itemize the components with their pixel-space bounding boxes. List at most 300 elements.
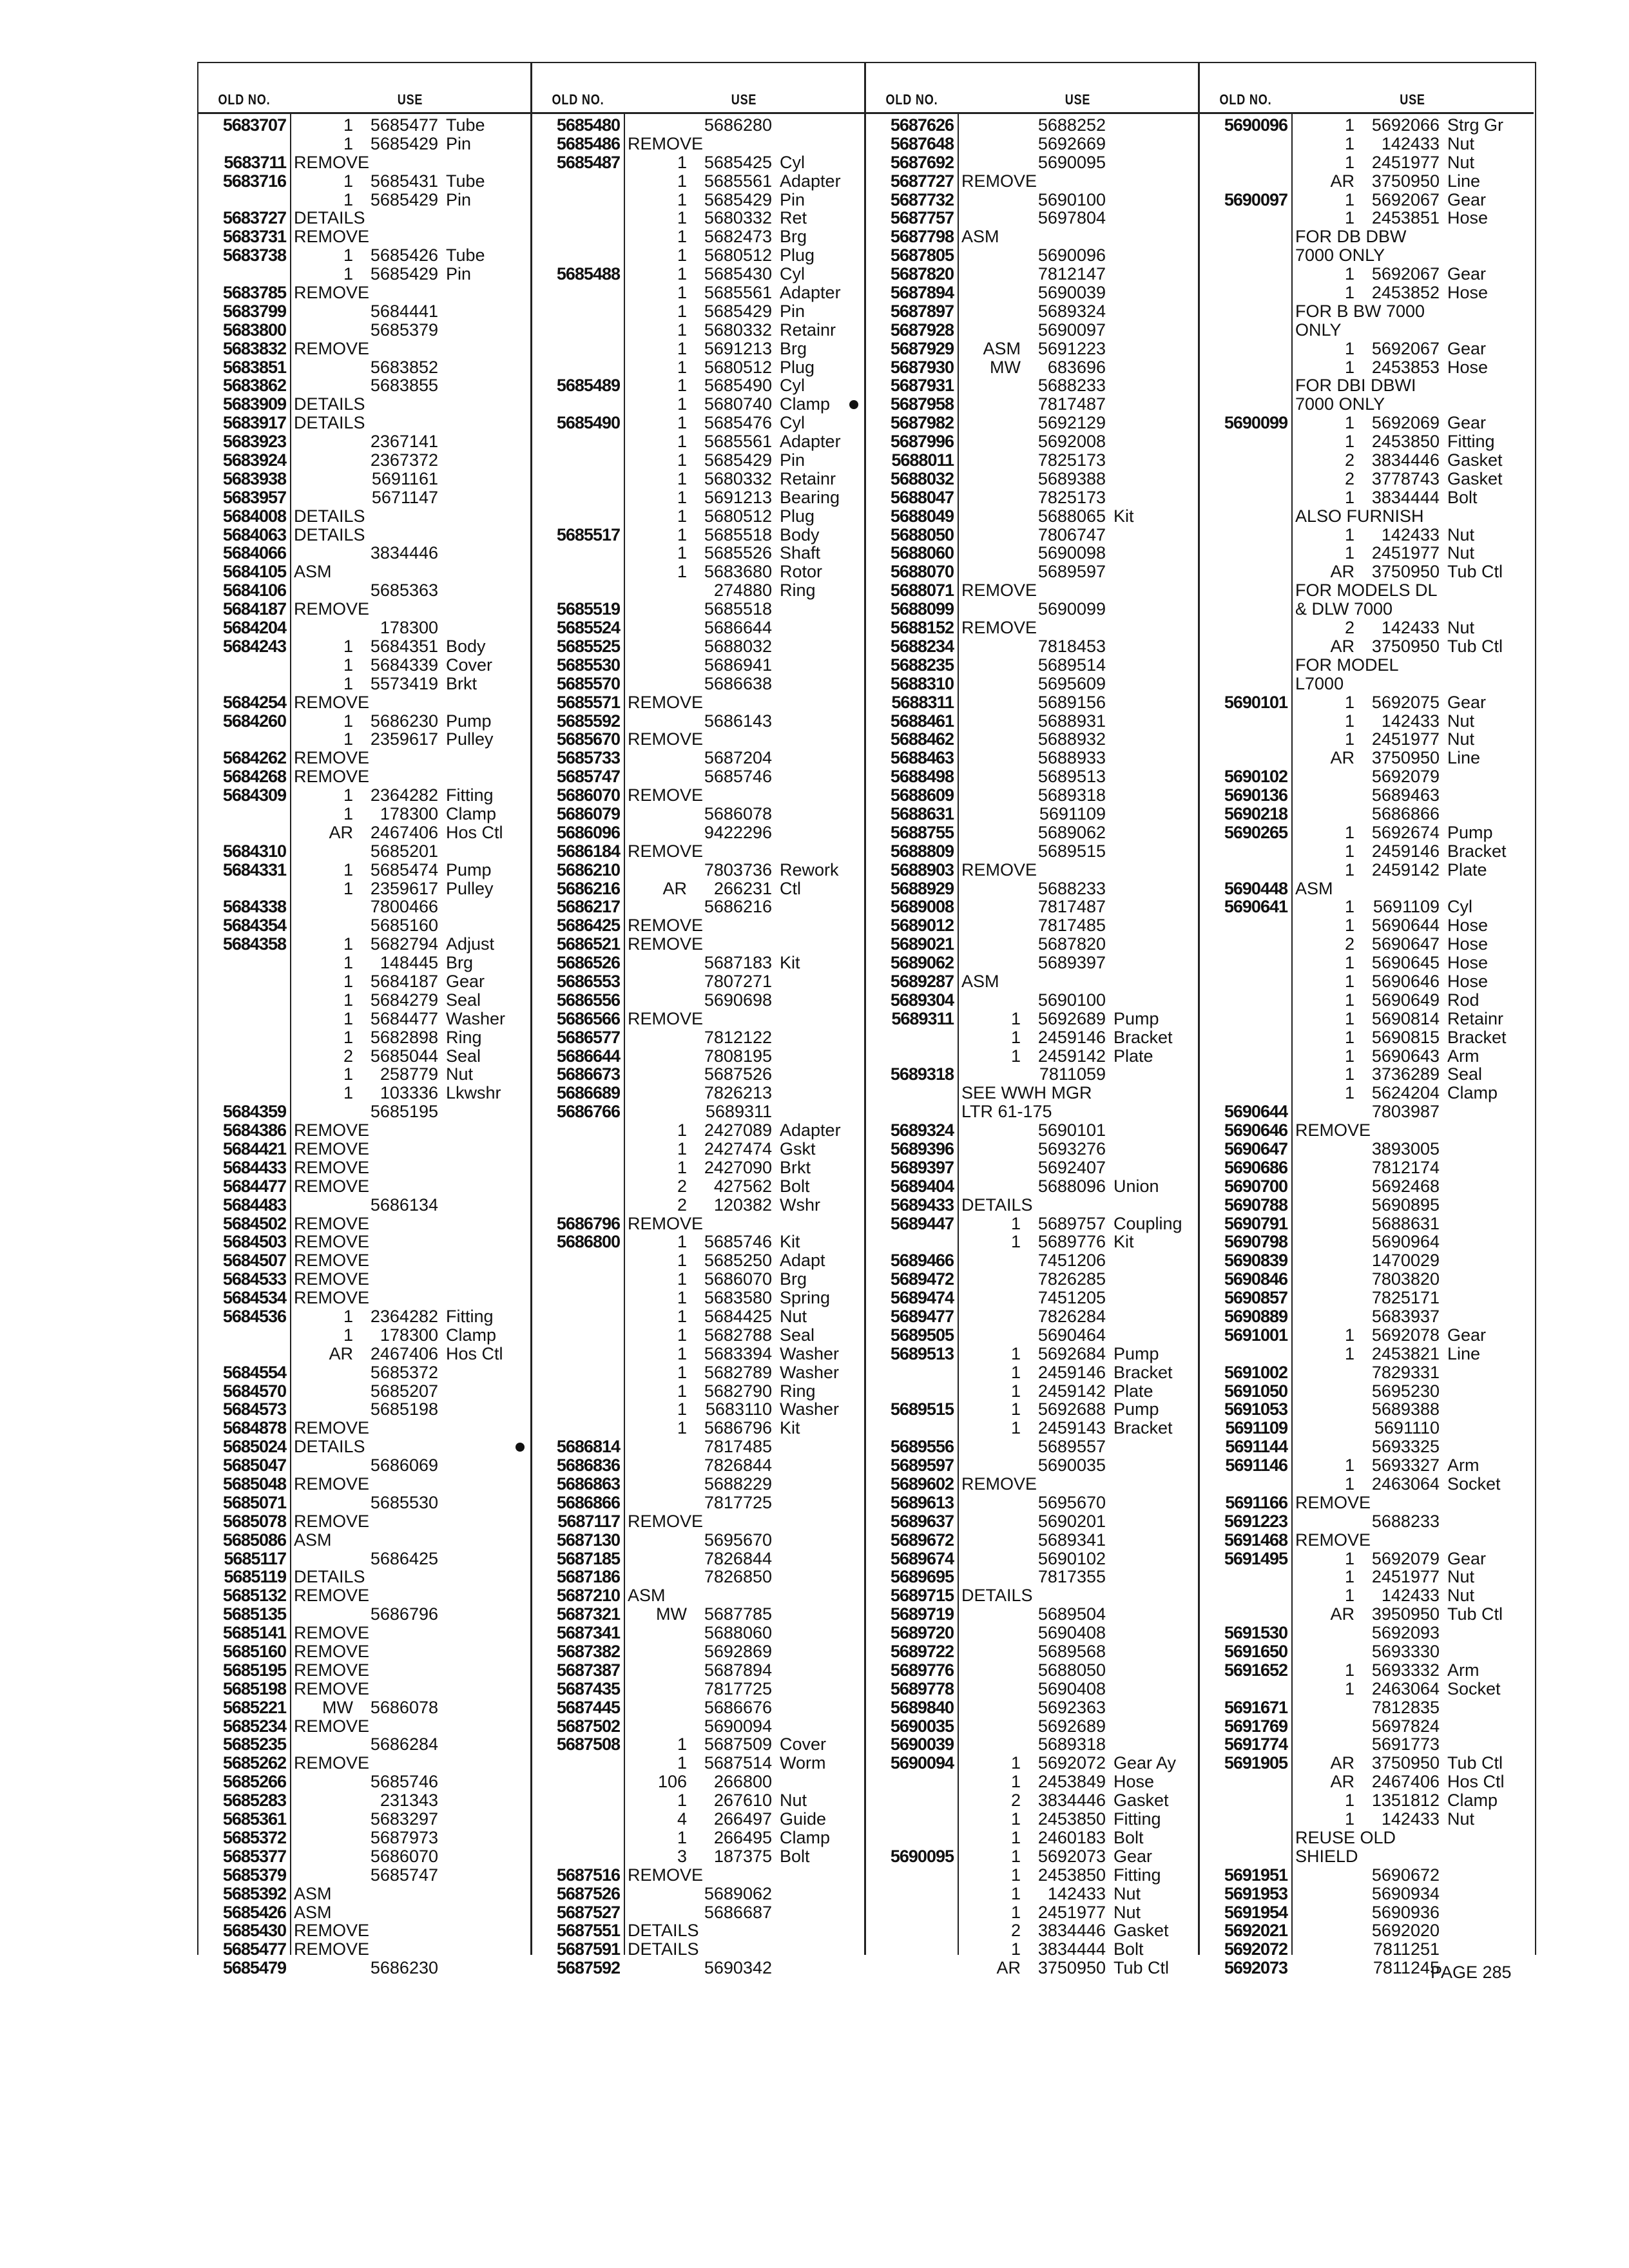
table-row xyxy=(866,1512,1198,1531)
old-number xyxy=(1200,209,1291,227)
new-part-number: 5693276 xyxy=(1037,1139,1106,1158)
table-row xyxy=(1200,600,1534,619)
table-row xyxy=(198,227,530,246)
old-number-text: 5684534 xyxy=(222,1288,286,1308)
old-number xyxy=(866,842,958,861)
old-number xyxy=(866,767,958,786)
table-row xyxy=(1200,1735,1534,1754)
table-row xyxy=(198,842,530,861)
new-part-number: 2467406 xyxy=(370,822,438,842)
new-part-number: 7800466 xyxy=(370,897,438,917)
table-row xyxy=(198,1791,530,1810)
part-description: Brkt xyxy=(780,1157,811,1177)
new-part-number: 5689514 xyxy=(1037,655,1106,675)
part-description: Nut xyxy=(1447,729,1475,749)
old-number xyxy=(1200,1437,1291,1456)
quantity: 1 xyxy=(677,487,687,507)
quantity: 1 xyxy=(1344,1064,1354,1084)
quantity xyxy=(958,712,1028,731)
table-row xyxy=(532,916,864,935)
quantity: 1 xyxy=(1344,264,1354,284)
quantity: 1 xyxy=(677,338,687,358)
note-text: DETAILS xyxy=(628,1921,699,1941)
table-row xyxy=(532,507,864,526)
table-row xyxy=(1200,916,1534,935)
part-description xyxy=(1106,842,1113,861)
part-description: Gskt xyxy=(780,1139,816,1158)
new-part-number: 178300 xyxy=(380,618,438,638)
table-row xyxy=(866,935,1198,954)
quantity xyxy=(958,265,1028,284)
table-row xyxy=(532,1773,864,1791)
old-number-text: 5684359 xyxy=(222,1102,286,1122)
table-row xyxy=(866,991,1198,1010)
table-row xyxy=(866,1251,1198,1270)
part-description xyxy=(438,1400,446,1419)
header-use: USE xyxy=(731,91,757,108)
note-text: ASM xyxy=(294,1902,332,1922)
part-description xyxy=(1440,1419,1447,1437)
old-number xyxy=(532,637,624,656)
old-number-text: 5686866 xyxy=(556,1492,620,1512)
new-part-number: 5684477 xyxy=(370,1008,438,1028)
old-number-text: 5687591 xyxy=(556,1939,620,1959)
old-number xyxy=(1200,637,1291,656)
note-text: SEE WWH MGR xyxy=(961,1083,1092,1103)
new-part-number: 7826284 xyxy=(1037,1307,1106,1326)
part-description xyxy=(1106,1121,1113,1140)
old-number-text: 5685132 xyxy=(222,1586,286,1606)
part-description xyxy=(438,1829,446,1847)
new-part-number: 2451977 xyxy=(1371,152,1440,172)
table-row xyxy=(866,581,1198,600)
part-description xyxy=(1440,1698,1447,1717)
quantity: 1 xyxy=(343,264,353,284)
old-number xyxy=(1200,1531,1291,1550)
old-number xyxy=(866,1866,958,1885)
table-row xyxy=(866,1047,1198,1066)
old-number xyxy=(1200,1102,1291,1121)
new-part-number: 7825173 xyxy=(1037,487,1106,507)
quantity: 1 xyxy=(677,413,687,433)
note-text: DETAILS xyxy=(961,1586,1033,1606)
quantity: 1 xyxy=(1010,1809,1021,1829)
old-number-text: 5684243 xyxy=(222,636,286,656)
old-number-text: 5691109 xyxy=(1225,1418,1287,1438)
new-part-number: 5689062 xyxy=(704,1883,772,1903)
new-part-number: 5691223 xyxy=(1037,338,1106,358)
quantity: 2 xyxy=(677,1176,687,1196)
new-part-number: 5686638 xyxy=(704,673,772,693)
table-row xyxy=(866,898,1198,916)
old-number xyxy=(866,1791,958,1810)
new-part-number: 7826285 xyxy=(1037,1269,1106,1289)
new-part-number: 7826213 xyxy=(704,1083,772,1103)
old-number xyxy=(198,1550,290,1568)
table-row xyxy=(1200,712,1534,731)
old-number-text: 5683716 xyxy=(222,171,286,191)
old-number xyxy=(1200,1885,1291,1903)
table-row xyxy=(1200,1028,1534,1047)
part-description: Nut xyxy=(1447,618,1475,638)
new-part-number: 7817725 xyxy=(704,1492,772,1512)
table-row xyxy=(1200,1121,1534,1140)
old-number-text: 5688060 xyxy=(890,543,954,563)
old-number xyxy=(866,1251,958,1270)
table-row xyxy=(1200,1921,1534,1940)
quantity: 1 xyxy=(343,1064,353,1084)
new-part-number: 5690098 xyxy=(1037,543,1106,563)
part-description xyxy=(772,805,780,823)
old-number xyxy=(1200,358,1291,377)
new-part-number: 5688931 xyxy=(1037,711,1106,731)
old-number xyxy=(532,1363,624,1382)
quantity xyxy=(624,1028,695,1047)
new-part-number: 5686070 xyxy=(370,1846,438,1866)
quantity xyxy=(1291,1289,1362,1307)
old-number xyxy=(532,1847,624,1866)
old-number-text: 5691053 xyxy=(1224,1399,1287,1419)
quantity xyxy=(958,116,1028,135)
note-text: REMOVE xyxy=(294,1660,370,1680)
quantity: 1 xyxy=(1344,115,1354,135)
new-part-number: 2460183 xyxy=(1037,1827,1106,1847)
quantity: 1 xyxy=(343,860,353,879)
new-part-number: 5692079 xyxy=(1371,1548,1440,1568)
table-row xyxy=(532,209,864,227)
table-row xyxy=(1200,1847,1534,1866)
new-part-number: 5686230 xyxy=(370,1958,438,1978)
table-row xyxy=(198,1437,530,1456)
new-part-number: 2463064 xyxy=(1371,1474,1440,1494)
old-number xyxy=(1200,1661,1291,1680)
part-description: Kit xyxy=(1113,506,1134,526)
old-number-text: 5691002 xyxy=(1224,1362,1287,1382)
quantity: 1 xyxy=(1344,1809,1354,1829)
new-part-number: 5692072 xyxy=(1037,1753,1106,1773)
old-number-text: 5687508 xyxy=(556,1735,620,1754)
old-number xyxy=(198,1586,290,1605)
old-number xyxy=(1200,861,1291,879)
old-number xyxy=(198,1307,290,1326)
quantity: AR xyxy=(1330,748,1354,768)
old-number xyxy=(1200,1959,1291,1977)
old-number-text: 5690265 xyxy=(1224,822,1287,842)
part-description xyxy=(772,767,780,786)
old-number xyxy=(198,972,290,991)
new-part-number: 2427474 xyxy=(704,1139,772,1158)
old-number-text: 5688631 xyxy=(890,803,954,823)
quantity xyxy=(290,619,361,637)
note-text: FOR MODELS DL xyxy=(1295,581,1438,601)
part-description xyxy=(438,358,446,377)
old-number-text: 5688311 xyxy=(891,692,954,712)
old-number-text: 5687982 xyxy=(890,413,954,433)
new-part-number: 5690936 xyxy=(1371,1902,1440,1922)
part-description xyxy=(1106,823,1113,842)
table-row xyxy=(198,1307,530,1326)
quantity: 1 xyxy=(1344,524,1354,544)
table-row xyxy=(866,1791,1198,1810)
new-part-number: 2427089 xyxy=(704,1120,772,1140)
new-part-number: 5685477 xyxy=(370,115,438,135)
part-description xyxy=(1106,898,1113,916)
table-row xyxy=(198,1698,530,1717)
quantity: 1 xyxy=(677,1120,687,1140)
old-number xyxy=(532,265,624,284)
part-description xyxy=(438,619,446,637)
table-row xyxy=(532,1624,864,1642)
new-part-number: 148445 xyxy=(380,953,438,973)
quantity xyxy=(1291,1419,1362,1437)
old-number-text: 5690641 xyxy=(1224,897,1287,917)
old-number xyxy=(1200,1735,1291,1754)
old-number xyxy=(532,712,624,731)
new-part-number: 5687183 xyxy=(704,953,772,973)
part-description xyxy=(1106,544,1113,562)
old-number-text: 5690647 xyxy=(1224,1139,1287,1158)
part-description: Fitting xyxy=(446,785,494,805)
table-row xyxy=(866,1586,1198,1605)
old-number xyxy=(198,432,290,451)
old-number xyxy=(1200,1307,1291,1326)
table-row xyxy=(532,1047,864,1066)
table-row xyxy=(1200,879,1534,898)
old-number xyxy=(198,116,290,135)
new-part-number: 5691161 xyxy=(371,468,438,488)
note-text: REMOVE xyxy=(961,1474,1037,1494)
old-number-text: 5689840 xyxy=(890,1697,954,1717)
old-number-text: 5686689 xyxy=(556,1083,620,1103)
part-description: Bolt xyxy=(1113,1939,1144,1959)
old-number xyxy=(198,1903,290,1922)
old-number xyxy=(532,1065,624,1084)
table-row xyxy=(198,1754,530,1773)
old-number-text: 5683909 xyxy=(222,394,286,414)
part-description xyxy=(772,972,780,991)
quantity: 1 xyxy=(343,189,353,209)
note-text: REMOVE xyxy=(294,1939,370,1959)
table-row xyxy=(532,1326,864,1345)
old-number-text: 5690857 xyxy=(1224,1288,1287,1308)
quantity: 1 xyxy=(677,524,687,544)
old-number-text: 5687341 xyxy=(556,1623,620,1643)
table-row xyxy=(1200,209,1534,227)
old-number-text: 5685486 xyxy=(556,133,620,153)
old-number xyxy=(532,1047,624,1066)
new-part-number: 5692688 xyxy=(1037,1399,1106,1419)
new-part-number: 7817485 xyxy=(1037,916,1106,936)
new-part-number: 5682473 xyxy=(704,227,772,247)
new-part-number: 5688933 xyxy=(1037,748,1106,768)
old-number xyxy=(532,675,624,693)
old-number xyxy=(866,544,958,562)
note-text: DETAILS xyxy=(294,413,365,433)
old-number xyxy=(532,935,624,954)
old-number-text: 5688050 xyxy=(890,524,954,544)
old-number xyxy=(1200,916,1291,935)
old-number-text: 5685490 xyxy=(556,413,620,433)
quantity: 1 xyxy=(677,1381,687,1401)
quantity: 1 xyxy=(1344,133,1354,153)
old-number xyxy=(198,842,290,861)
old-number-text: 5688049 xyxy=(890,506,954,526)
old-number xyxy=(866,1456,958,1475)
table-row xyxy=(866,1177,1198,1196)
old-number xyxy=(198,526,290,544)
old-number-text: 5685377 xyxy=(222,1846,286,1866)
table-row xyxy=(1200,1065,1534,1084)
old-number xyxy=(532,488,624,507)
part-description xyxy=(1106,1512,1113,1531)
old-number-text: 5690136 xyxy=(1224,785,1287,805)
old-number xyxy=(866,265,958,284)
quantity: 1 xyxy=(677,1735,687,1754)
part-description xyxy=(772,898,780,916)
old-number-text: 5688047 xyxy=(890,487,954,507)
quantity: 1 xyxy=(677,376,687,396)
new-part-number: 2453853 xyxy=(1371,357,1440,377)
table-row xyxy=(866,1680,1198,1698)
old-number xyxy=(866,1140,958,1158)
part-description xyxy=(1440,1400,1447,1419)
note-text: REMOVE xyxy=(294,748,370,768)
new-part-number: 5686796 xyxy=(370,1604,438,1624)
old-number xyxy=(1200,1698,1291,1717)
new-part-number: 5687785 xyxy=(704,1604,772,1624)
part-description xyxy=(772,600,780,619)
old-number xyxy=(198,1773,290,1791)
table-row xyxy=(866,1382,1198,1401)
old-number xyxy=(1200,1550,1291,1568)
old-number xyxy=(866,1307,958,1326)
table-row xyxy=(198,544,530,562)
old-number-text: 5686673 xyxy=(556,1064,620,1084)
old-number-text: 5688032 xyxy=(890,468,954,488)
table-row xyxy=(532,581,864,600)
old-number xyxy=(866,1233,958,1251)
new-part-number: 5691109 xyxy=(1373,897,1440,917)
old-number-text: 5685266 xyxy=(222,1772,286,1792)
note-text: REMOVE xyxy=(628,916,704,936)
quantity: 3 xyxy=(677,1846,687,1866)
table-row xyxy=(198,1940,530,1959)
new-part-number: 5683110 xyxy=(705,1399,772,1419)
note-text: REMOVE xyxy=(628,729,704,749)
note-text: REMOVE xyxy=(294,1418,370,1438)
old-number xyxy=(866,693,958,712)
new-part-number: 5689757 xyxy=(1037,1213,1106,1233)
table-row xyxy=(1200,1940,1534,1959)
new-part-number: 231343 xyxy=(380,1791,438,1811)
part-description: Nut xyxy=(1447,1809,1475,1829)
quantity xyxy=(290,321,361,340)
table-row xyxy=(1200,135,1534,153)
new-part-number: 5689311 xyxy=(705,1102,772,1122)
old-number xyxy=(532,1084,624,1102)
note-text: REMOVE xyxy=(628,1865,704,1885)
quantity: 4 xyxy=(677,1809,687,1829)
new-part-number: 5686134 xyxy=(370,1195,438,1215)
old-number-text: 5686217 xyxy=(556,897,620,917)
table-row xyxy=(866,1158,1198,1177)
new-part-number: 178300 xyxy=(380,803,438,823)
new-part-number: 5690964 xyxy=(1371,1232,1440,1252)
old-number-text: 5689722 xyxy=(890,1642,954,1662)
table-row xyxy=(866,1456,1198,1475)
quantity xyxy=(1291,1196,1362,1215)
note-text: REMOVE xyxy=(294,692,370,712)
old-number xyxy=(198,1940,290,1959)
table-row xyxy=(532,340,864,358)
old-number xyxy=(532,1475,624,1494)
table-row xyxy=(198,1196,530,1215)
part-description xyxy=(438,1791,446,1810)
old-number-text: 5686800 xyxy=(556,1232,620,1252)
part-description xyxy=(772,656,780,675)
old-number-text: 5691530 xyxy=(1224,1623,1287,1643)
old-number-text: 5685525 xyxy=(556,636,620,656)
part-description: Clamp xyxy=(446,803,497,823)
old-number-text: 5689505 xyxy=(890,1325,954,1345)
part-description xyxy=(1440,1940,1447,1959)
table-row xyxy=(1200,1791,1534,1810)
part-description xyxy=(438,1494,446,1512)
part-description: Bracket xyxy=(1113,1418,1173,1438)
quantity: 1 xyxy=(1344,860,1354,879)
old-number-text: 5685488 xyxy=(556,264,620,284)
part-description xyxy=(1106,1326,1113,1345)
table-row xyxy=(1200,1010,1534,1028)
old-number xyxy=(866,1010,958,1028)
quantity xyxy=(624,749,695,767)
table-row xyxy=(198,1829,530,1847)
new-part-number: 2459143 xyxy=(1037,1418,1106,1438)
table-row xyxy=(866,470,1198,488)
quantity xyxy=(624,600,695,619)
quantity: 1 xyxy=(1344,953,1354,973)
table-row xyxy=(1200,414,1534,432)
table-row xyxy=(198,1568,530,1586)
old-number xyxy=(1200,1047,1291,1066)
old-number xyxy=(866,172,958,191)
quantity xyxy=(290,1456,361,1475)
new-part-number: 5690201 xyxy=(1037,1511,1106,1531)
quantity: 1 xyxy=(677,1399,687,1419)
old-number xyxy=(1200,805,1291,823)
old-number-text: 5684310 xyxy=(222,841,286,861)
old-number xyxy=(198,1921,290,1940)
quantity: 1 xyxy=(343,953,353,973)
quantity: 1 xyxy=(1344,432,1354,452)
old-number-text: 5689008 xyxy=(890,897,954,917)
old-number xyxy=(1200,1921,1291,1940)
new-part-number: 5683680 xyxy=(704,562,772,582)
table-row xyxy=(866,1233,1198,1251)
new-part-number: 5691110 xyxy=(1374,1418,1440,1438)
new-part-number: 5688065 xyxy=(1037,506,1106,526)
old-number xyxy=(866,1959,958,1977)
old-number-text: 5690644 xyxy=(1224,1102,1287,1122)
old-number xyxy=(866,302,958,321)
note-text: REMOVE xyxy=(628,1511,704,1531)
old-number-text: 5689613 xyxy=(890,1492,954,1512)
new-part-number: 5692093 xyxy=(1371,1623,1440,1643)
new-part-number: 683696 xyxy=(1047,357,1106,377)
part-description xyxy=(1440,1102,1447,1121)
part-description xyxy=(1440,1903,1447,1922)
part-description xyxy=(1440,1624,1447,1642)
